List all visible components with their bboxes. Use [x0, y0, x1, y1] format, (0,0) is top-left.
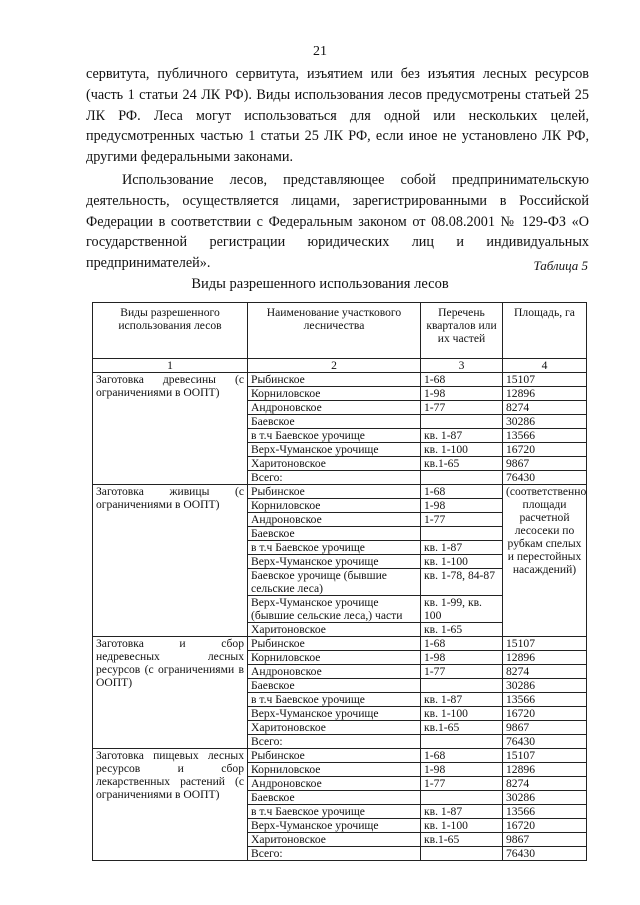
quarters-cell: 1-68	[421, 373, 503, 387]
quarters-cell: 1-77	[421, 665, 503, 679]
area-cell: 12896	[503, 651, 587, 665]
forestry-name-cell: Корниловское	[248, 763, 421, 777]
quarters-cell: кв. 1-100	[421, 555, 503, 569]
forestry-name-cell: в т.ч Баевское урочище	[248, 693, 421, 707]
area-cell: 16720	[503, 707, 587, 721]
quarters-cell: кв.1-65	[421, 833, 503, 847]
forestry-name-cell: Андроновское	[248, 777, 421, 791]
quarters-cell	[421, 527, 503, 541]
forestry-name-cell: Баевское	[248, 527, 421, 541]
area-cell: 16720	[503, 443, 587, 457]
column-header: Перечень кварталов или их частей	[421, 303, 503, 359]
area-cell: 76430	[503, 471, 587, 485]
forestry-name-cell: в т.ч Баевское урочище	[248, 541, 421, 555]
table-row	[93, 485, 587, 499]
forestry-name-cell: Верх-Чуманское урочище	[248, 555, 421, 569]
forestry-name-cell: Верх-Чуманское урочище	[248, 819, 421, 833]
quarters-cell: 1-98	[421, 763, 503, 777]
forestry-name-cell: Харитоновское	[248, 457, 421, 471]
page-number: 21	[313, 44, 327, 59]
area-cell: 30286	[503, 415, 587, 429]
quarters-cell: кв. 1-100	[421, 443, 503, 457]
forestry-name-cell: Всего:	[248, 735, 421, 749]
quarters-cell	[421, 847, 503, 861]
forestry-name-cell: в т.ч Баевское урочище	[248, 429, 421, 443]
table-header-row	[93, 303, 587, 359]
quarters-cell: 1-68	[421, 749, 503, 763]
quarters-cell: 1-98	[421, 387, 503, 401]
area-cell: 76430	[503, 847, 587, 861]
quarters-cell: кв.1-65	[421, 457, 503, 471]
forestry-name-cell: Андроновское	[248, 513, 421, 527]
forestry-name-cell: Харитоновское	[248, 623, 421, 637]
area-cell: 9867	[503, 721, 587, 735]
forestry-name-cell: Харитоновское	[248, 721, 421, 735]
forestry-name-cell: Всего:	[248, 847, 421, 861]
column-number: 1	[93, 359, 248, 373]
forestry-name-cell: Всего:	[248, 471, 421, 485]
quarters-cell: кв. 1-100	[421, 819, 503, 833]
forestry-name-cell: Корниловское	[248, 651, 421, 665]
quarters-cell: 1-98	[421, 651, 503, 665]
forest-use-table	[92, 302, 587, 861]
forestry-name-cell: Корниловское	[248, 499, 421, 513]
area-cell: 30286	[503, 791, 587, 805]
forestry-name-cell: Баевское	[248, 679, 421, 693]
quarters-cell	[421, 471, 503, 485]
area-cell: 8274	[503, 401, 587, 415]
area-cell: 13566	[503, 693, 587, 707]
forestry-name-cell: Андроновское	[248, 665, 421, 679]
forestry-name-cell: в т.ч Баевское урочище	[248, 805, 421, 819]
column-header: Площадь, га	[503, 303, 587, 359]
quarters-cell: кв. 1-65	[421, 623, 503, 637]
column-number: 2	[248, 359, 421, 373]
forestry-name-cell: Рыбинское	[248, 373, 421, 387]
quarters-cell: кв. 1-100	[421, 707, 503, 721]
quarters-cell: кв. 1-87	[421, 805, 503, 819]
quarters-cell: 1-68	[421, 485, 503, 499]
forestry-name-cell: Верх-Чуманское урочище	[248, 443, 421, 457]
area-note-cell: (соответственно площади расчетной лесосеки по рубкам спелых и перестойных насаждений)	[503, 485, 587, 637]
column-number: 4	[503, 359, 587, 373]
forestry-name-cell: Харитоновское	[248, 833, 421, 847]
quarters-cell: кв. 1-87	[421, 693, 503, 707]
quarters-cell	[421, 735, 503, 749]
quarters-cell: 1-77	[421, 513, 503, 527]
quarters-cell	[421, 415, 503, 429]
quarters-cell: 1-77	[421, 777, 503, 791]
column-header: Наименование участкового лесничества	[248, 303, 421, 359]
table-row	[93, 749, 587, 763]
quarters-cell: 1-98	[421, 499, 503, 513]
quarters-cell	[421, 679, 503, 693]
forestry-name-cell: Баевское	[248, 791, 421, 805]
area-cell: 13566	[503, 429, 587, 443]
table-caption: Таблица 5	[533, 258, 588, 273]
paragraph: Использование лесов, представляющее собой предпринимательскую деятельность, осуществляется лицами, зарегистрированными в Российской Федерации в соответствии с Федеральным законом от 08.08.2001 № 129-ФЗ «О государственной регистрации юридических лиц и индивидуальных предпринимателей».	[86, 171, 589, 272]
quarters-cell: кв.1-65	[421, 721, 503, 735]
quarters-cell	[421, 791, 503, 805]
area-cell: 8274	[503, 665, 587, 679]
column-header: Виды разрешенного использования лесов	[93, 303, 248, 359]
table-title: Виды разрешенного использования лесов	[191, 276, 449, 292]
area-cell: 30286	[503, 679, 587, 693]
forestry-name-cell: Верх-Чуманское урочище	[248, 707, 421, 721]
forestry-name-cell: Верх-Чуманское урочище (бывшие сельские леса,) части	[248, 596, 421, 623]
area-cell: 76430	[503, 735, 587, 749]
forestry-name-cell: Корниловское	[248, 387, 421, 401]
forestry-name-cell: Рыбинское	[248, 749, 421, 763]
area-cell: 15107	[503, 749, 587, 763]
table-body	[93, 373, 587, 861]
table-row	[93, 373, 587, 387]
paragraph: сервитута, публичного сервитута, изъятием или без изъятия лесных ресурсов (часть 1 статьи 24 ЛК РФ). Виды использования лесов предусмотрены статьей 25 ЛК РФ. Леса могут использоваться для одной или нескольких целей, предусмотренных частью 1 статьи 25 ЛК РФ, если иное не установлено ЛК РФ, другими федеральными законами.	[86, 66, 589, 166]
area-cell: 12896	[503, 387, 587, 401]
quarters-cell: 1-77	[421, 401, 503, 415]
quarters-cell: кв. 1-87	[421, 429, 503, 443]
forestry-name-cell: Рыбинское	[248, 637, 421, 651]
use-kind-cell: Заготовка и сбор недревесных лесных ресурсов (с ограничениями в ООПТ)	[93, 637, 248, 749]
area-cell: 15107	[503, 373, 587, 387]
use-kind-cell: Заготовка живицы (с ограничениями в ООПТ)	[93, 485, 248, 637]
area-cell: 8274	[503, 777, 587, 791]
body-text	[86, 64, 589, 274]
quarters-cell: 1-68	[421, 637, 503, 651]
quarters-cell: кв. 1-99, кв. 100	[421, 596, 503, 623]
area-cell: 9867	[503, 833, 587, 847]
quarters-cell: кв. 1-78, 84-87	[421, 569, 503, 596]
area-cell: 12896	[503, 763, 587, 777]
area-cell: 16720	[503, 819, 587, 833]
forestry-name-cell: Андроновское	[248, 401, 421, 415]
area-cell: 13566	[503, 805, 587, 819]
use-kind-cell: Заготовка пищевых лесных ресурсов и сбор лекарственных растений (с ограничениями в ООПТ)	[93, 749, 248, 861]
forestry-name-cell: Баевское урочище (бывшие сельские леса)	[248, 569, 421, 596]
column-number: 3	[421, 359, 503, 373]
forestry-name-cell: Баевское	[248, 415, 421, 429]
table-row	[93, 637, 587, 651]
forestry-name-cell: Рыбинское	[248, 485, 421, 499]
quarters-cell: кв. 1-87	[421, 541, 503, 555]
use-kind-cell: Заготовка древесины (с ограничениями в ООПТ)	[93, 373, 248, 485]
area-cell: 9867	[503, 457, 587, 471]
area-cell: 15107	[503, 637, 587, 651]
column-number-row	[93, 359, 587, 373]
